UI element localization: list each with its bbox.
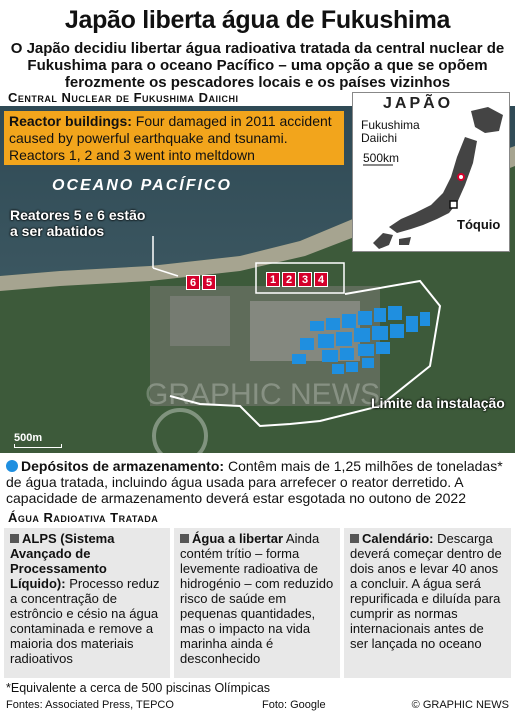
panel-release-head: Água a libertar bbox=[192, 531, 284, 546]
reactor-badge-5: 5 bbox=[202, 275, 216, 290]
panel-timeline-head: Calendário: bbox=[362, 531, 434, 546]
footnote: *Equivalente a cerca de 500 piscinas Olímpicas bbox=[6, 681, 271, 695]
map-plant-line1: Fukushima bbox=[361, 118, 420, 132]
reactors-5-6-line1: Reatores 5 e 6 estão bbox=[10, 207, 146, 223]
photo-credit: Foto: Google bbox=[262, 699, 326, 711]
boundary-label: Limite da instalação bbox=[371, 395, 505, 411]
panel-alps-head: ALPS (Sistema Avançado de Processamento Líquido): bbox=[10, 531, 115, 591]
map-title: JAPÃO bbox=[383, 95, 454, 112]
map-capital-label: Tóquio bbox=[457, 217, 501, 232]
map-plant-label bbox=[361, 119, 420, 145]
watermark: GRAPHIC NEWS bbox=[145, 378, 381, 411]
panel-release-text: Ainda contém trítio – forma levemente radioativa de hidrogénio – com reduzido risco de saúde em pequenas quantidades, mas o impacto na vida marinha ainda é desconhecido bbox=[180, 531, 334, 666]
storage-description bbox=[6, 458, 511, 506]
reactor-badge-3: 3 bbox=[298, 272, 312, 287]
reactor-buildings-label: Reactor buildings: bbox=[9, 113, 132, 129]
storage-label: Depósitos de armazenamento: bbox=[21, 458, 225, 474]
page-title: Japão liberta água de Fukushima bbox=[64, 6, 451, 34]
reactor-badge-4: 4 bbox=[314, 272, 328, 287]
japan-locator-map bbox=[352, 92, 510, 252]
page-subtitle: O Japão decidiu libertar água radioativa tratada da central nuclear de Fukushima para o oceano Pacífico – uma opção a que se opõem ferozmente os pescadores locais e os países vizinhos bbox=[10, 40, 505, 91]
square-bullet-icon bbox=[10, 534, 19, 543]
reactor-buildings-text: Four damaged in 2011 accident caused by powerful earthquake and tsunami. Reactors 1, 2 and 3 went into meltdown bbox=[9, 113, 332, 163]
panel-alps-text: Processo reduz a concentração de estrôncio e césio na água contaminada e remove a maioria dos materiais radioativos bbox=[10, 576, 160, 666]
storage-text: Contêm mais de 1,25 milhões de toneladas* de água tratada, incluindo água usada para arrefecer o reator derretido. A capacidade de armazenamento deverá estar esgotada no outono de 2022 bbox=[6, 458, 503, 506]
map-plant-line2: Daiichi bbox=[361, 131, 398, 145]
panel-timeline-text: Descarga deverá começar dentro de dois anos e levar 40 anos a concluir. A água será repurificada e diluída para cumprir as normas internacionais antes de ser lançada no oceano bbox=[350, 531, 502, 651]
reactor-buildings-callout bbox=[4, 111, 344, 165]
panel-release-water bbox=[174, 528, 340, 678]
tank-legend-icon bbox=[6, 460, 18, 472]
panel-alps bbox=[4, 528, 170, 678]
photo-scale-label: 500m bbox=[14, 432, 43, 444]
treated-section-title: Água Radioativa Tratada bbox=[8, 510, 159, 525]
reactor-badge-2: 2 bbox=[282, 272, 296, 287]
panel-timeline bbox=[344, 528, 511, 678]
reactor-badge-1: 1 bbox=[266, 272, 280, 287]
reactors-5-6-line2: a ser abatidos bbox=[10, 223, 105, 239]
square-bullet-icon bbox=[350, 534, 359, 543]
ocean-label: OCEANO PACÍFICO bbox=[52, 177, 232, 194]
plant-section-title: Central Nuclear de Fukushima Daiichi bbox=[8, 90, 239, 105]
reactors-5-6-label bbox=[10, 207, 145, 239]
sources: Fontes: Associated Press, TEPCO bbox=[6, 699, 174, 711]
map-scale-label: 500km bbox=[363, 151, 400, 165]
square-bullet-icon bbox=[180, 534, 189, 543]
photo-scale-bar bbox=[14, 444, 62, 448]
brand-credit: © GRAPHIC NEWS bbox=[411, 699, 509, 711]
reactor-badge-6: 6 bbox=[186, 275, 200, 290]
